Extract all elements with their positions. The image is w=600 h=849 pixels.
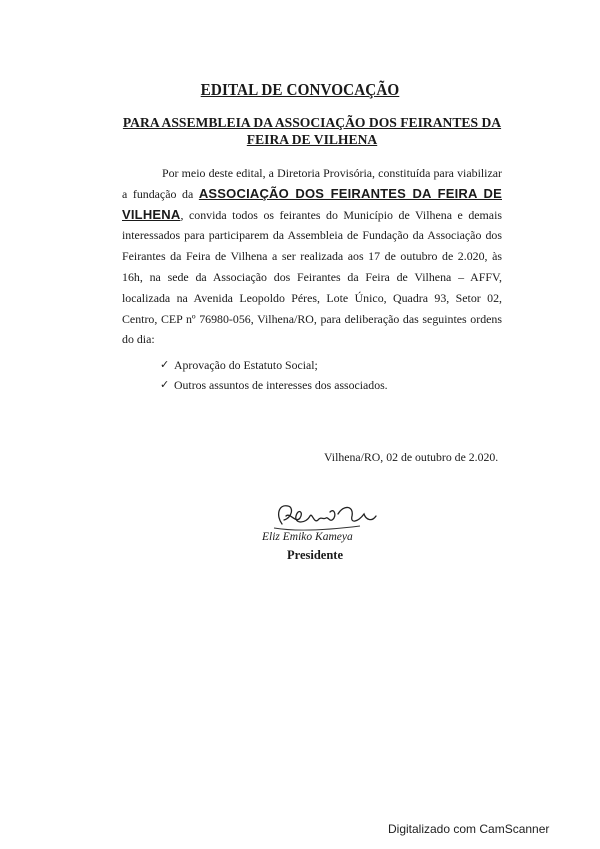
checkmark-icon: ✓ bbox=[160, 358, 170, 371]
agenda-list bbox=[160, 355, 490, 395]
document-subtitle: PARA ASSEMBLEIA DA ASSOCIAÇÃO DOS FEIRANTES DA FEIRA DE VILHENA bbox=[122, 115, 502, 147]
scanner-watermark: Digitalizado com CamScanner bbox=[388, 822, 550, 836]
document-title: EDITAL DE CONVOCAÇÃO bbox=[200, 80, 400, 99]
organization-name: ASSOCIAÇÃO DOS FEIRANTES DA FEIRA DE VILHENA bbox=[122, 185, 502, 222]
signer-name: Eliz Emiko Kameya bbox=[262, 531, 353, 543]
signer-role: Presidente bbox=[287, 548, 344, 562]
place-date: Vilhena/RO, 02 de outubro de 2.020. bbox=[324, 450, 499, 464]
body-paragraph bbox=[122, 163, 502, 350]
intro-text: Por meio deste edital, a Diretoria Provisória, constituída para viabilizar a fundação da bbox=[122, 166, 502, 201]
agenda-item bbox=[160, 375, 490, 395]
body-text: , convida todos os feirantes do Município de Vilhena e demais interessados para participarem da Assembleia de Fundação da Associação dos Feirantes da Feira de Vilhena a ser realizada aos 17 de outubro de 2.020, às 16h, na sede da Associação dos Feirantes da Feira de Vilhena – AFFV, localizada na Avenida Leopoldo Péres, Lote Único, Quadra 93, Setor 02, Centro, CEP nº 76980-056, Vilhena/RO, para deliberação das seguintes ordens do dia: bbox=[122, 207, 502, 347]
agenda-item-text: Aprovação do Estatuto Social; bbox=[174, 358, 318, 372]
agenda-item-text: Outros assuntos de interesses dos associados. bbox=[174, 378, 388, 392]
agenda-item bbox=[160, 355, 490, 375]
checkmark-icon: ✓ bbox=[160, 378, 170, 391]
